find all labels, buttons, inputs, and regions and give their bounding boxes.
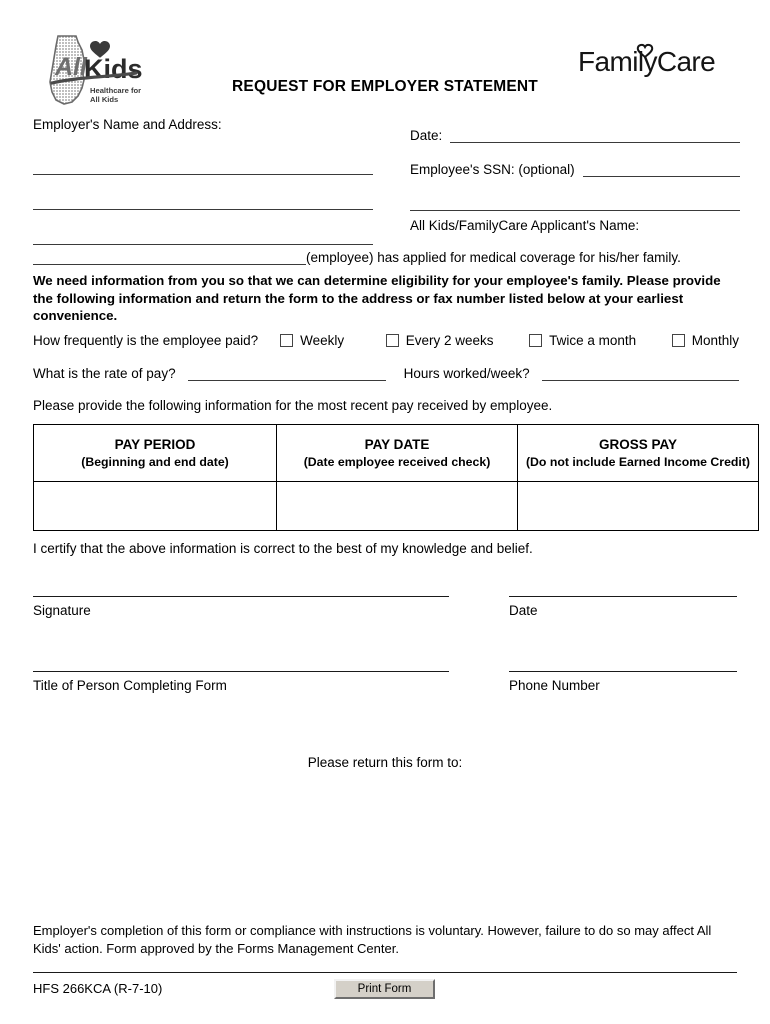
frequency-label-monthly: Monthly	[691, 333, 739, 348]
hours-worked-input[interactable]	[542, 366, 739, 381]
pay-table-header-gross-pay	[518, 425, 759, 482]
rate-of-pay-input[interactable]	[188, 366, 386, 381]
employee-name-input[interactable]	[33, 250, 306, 265]
applicant-name-label: All Kids/FamilyCare Applicant's Name:	[410, 218, 640, 233]
signature-date-caption: Date	[509, 603, 538, 618]
table-row	[34, 482, 759, 531]
title-caption: Title of Person Completing Form	[33, 678, 227, 693]
employee-applied-text: (employee) has applied for medical coverage for his/her family.	[306, 250, 681, 265]
svg-text:FamilyCare: FamilyCare	[578, 46, 716, 77]
phone-input[interactable]	[509, 671, 737, 672]
footer-divider	[33, 972, 737, 973]
date-input[interactable]	[450, 128, 740, 143]
return-to-text: Please return this form to:	[307, 755, 463, 770]
all-kids-tagline-line2: All Kids	[90, 95, 119, 104]
gross-pay-title: GROSS PAY	[598, 437, 678, 452]
signature-input[interactable]	[33, 596, 449, 597]
hours-worked-label: Hours worked/week?	[403, 366, 530, 381]
pay-table-header-row	[34, 425, 759, 482]
checkbox-twice-a-month[interactable]	[529, 334, 542, 347]
pay-frequency-row	[33, 333, 739, 348]
employee-applied-row	[33, 250, 737, 265]
signature-date-field-group	[509, 596, 737, 618]
frequency-option-every-2-weeks[interactable]	[386, 333, 494, 348]
employer-address-line-2[interactable]	[33, 187, 373, 210]
checkbox-every-2-weeks[interactable]	[386, 334, 399, 347]
certification-statement: I certify that the above information is correct to the best of my knowledge and belief.	[33, 541, 533, 556]
employer-address-line-1[interactable]	[33, 152, 373, 175]
pay-period-title: PAY PERIOD	[114, 437, 196, 452]
form-header	[0, 0, 770, 110]
checkbox-monthly[interactable]	[672, 334, 685, 347]
rate-of-pay-label: What is the rate of pay?	[33, 366, 176, 381]
date-field-row	[410, 128, 740, 143]
gross-pay-subtitle: (Do not include Earned Income Credit)	[525, 455, 751, 469]
pay-date-subtitle: (Date employee received check)	[303, 455, 491, 469]
rate-of-pay-row	[33, 366, 739, 381]
pay-frequency-question: How frequently is the employee paid?	[33, 333, 259, 348]
frequency-option-monthly[interactable]	[672, 333, 739, 348]
date-label: Date:	[410, 128, 443, 143]
employer-name-address-block	[33, 117, 373, 257]
ssn-label: Employee's SSN: (optional)	[410, 162, 575, 177]
title-input[interactable]	[33, 671, 449, 672]
ssn-field-row	[410, 162, 740, 177]
signature-date-input[interactable]	[509, 596, 737, 597]
phone-caption: Phone Number	[509, 678, 600, 693]
title-field-group	[33, 671, 449, 693]
pay-period-subtitle: (Beginning and end date)	[81, 455, 229, 469]
all-kids-logo	[38, 30, 143, 108]
pay-date-title: PAY DATE	[364, 437, 430, 452]
form-code: HFS 266KCA (R-7-10)	[33, 981, 163, 996]
frequency-option-weekly[interactable]	[280, 333, 344, 348]
employer-name-address-label: Employer's Name and Address:	[33, 117, 222, 132]
employer-address-line-3[interactable]	[33, 222, 373, 245]
pay-table	[33, 424, 759, 531]
pay-table-header-pay-period	[34, 425, 277, 482]
print-form-button[interactable]: Print Form	[334, 979, 435, 999]
page-title: REQUEST FOR EMPLOYER STATEMENT	[232, 78, 538, 95]
signature-block	[33, 596, 737, 693]
signature-field-group	[33, 596, 449, 618]
familycare-logo	[575, 38, 735, 78]
pay-table-header-pay-date	[277, 425, 518, 482]
frequency-label-every-2-weeks: Every 2 weeks	[405, 333, 494, 348]
checkbox-weekly[interactable]	[280, 334, 293, 347]
cell-pay-date[interactable]	[277, 482, 518, 531]
instructions-paragraph: We need information from you so that we can determine eligibility for your employee's family. Please provide the following information and return the form to the address or fax number listed below at your earliest convenience.	[33, 273, 721, 323]
signature-date-row	[33, 596, 737, 618]
pay-table-intro: Please provide the following information for the most recent pay received by employee.	[33, 398, 553, 413]
title-phone-row	[33, 671, 737, 693]
svg-text:All: All	[55, 53, 87, 81]
svg-text:Kids: Kids	[84, 54, 143, 84]
frequency-label-twice-a-month: Twice a month	[549, 333, 637, 348]
all-kids-tagline-line1: Healthcare for	[90, 86, 142, 95]
signature-caption: Signature	[33, 603, 91, 618]
applicant-name-input[interactable]	[410, 196, 740, 211]
cell-pay-period[interactable]	[34, 482, 277, 531]
frequency-option-twice-a-month[interactable]	[529, 333, 636, 348]
ssn-input[interactable]	[583, 162, 740, 177]
footer-voluntary-note: Employer's completion of this form or compliance with instructions is voluntary. However, failure to do so may affect All Kids' action. Form approved by the Forms Management Center.	[33, 923, 712, 956]
cell-gross-pay[interactable]	[518, 482, 759, 531]
applicant-fields-block	[410, 128, 740, 233]
phone-field-group	[509, 671, 737, 693]
spacer	[33, 618, 737, 671]
frequency-label-weekly: Weekly	[300, 333, 345, 348]
